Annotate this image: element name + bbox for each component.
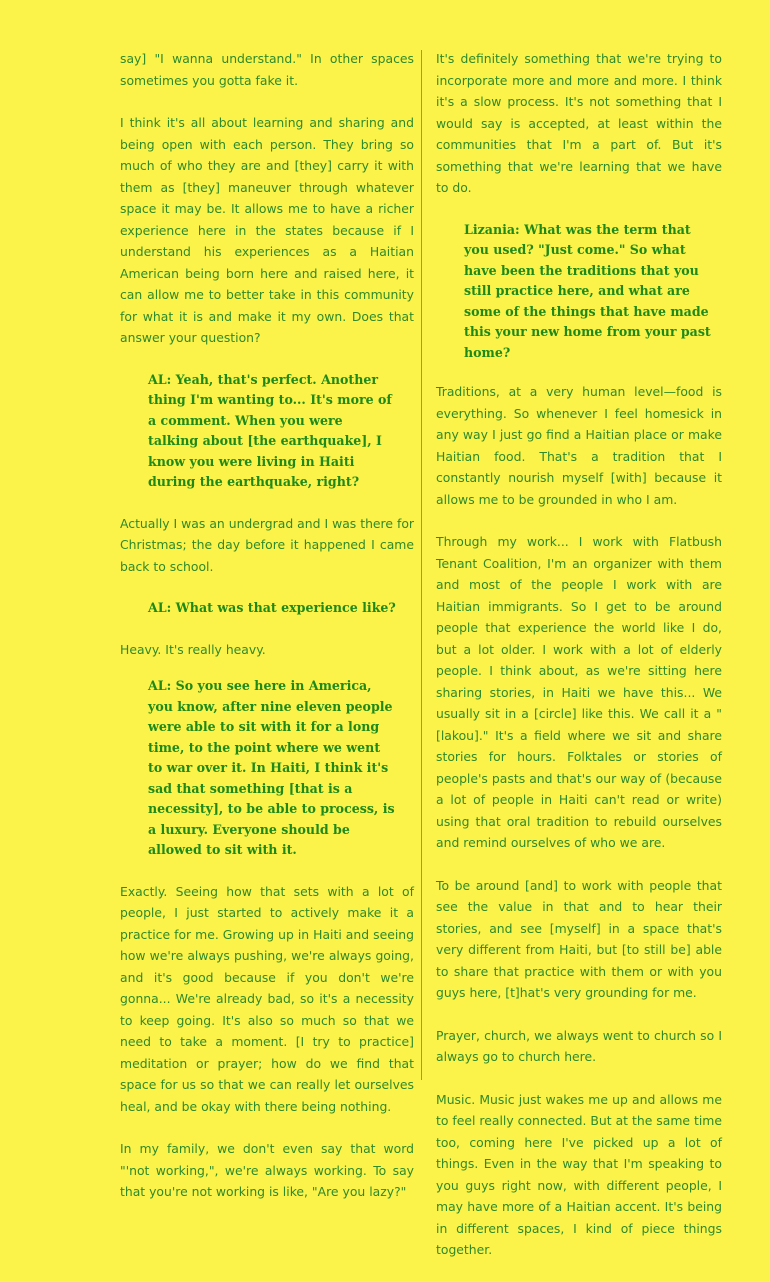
left-column — [120, 48, 414, 1224]
left-paragraph-4: Heavy. It's really heavy. — [120, 641, 266, 657]
right-paragraph-2: Traditions, at a very human level—food is everything. So whenever I feel homesick in any way I just go find a Haitian place or make Haitian food. That's a tradition that I constantly nourish myself [with] because it allows me to be grounded in who I am. — [436, 384, 722, 507]
right-column — [436, 48, 722, 1282]
interviewer-question-4: Lizania: What was the term that you used? "Just come." So what have been the traditions that you still practice here, and what are some of the things that have made this your new home from your past home? — [464, 221, 711, 360]
right-paragraph-3: Through my work... I work with Flatbush Tenant Coalition, I'm an organizer with them and most of the people I work with are Haitian immigrants. So I get to be around people that experience the world like I do, but a lot older. I work with a lot of elderly people. I think about, as we're sitting here sharing stories, in Haiti we have this... We usually sit in a [circle] like this. We call it a "[lakou]." It's a field where we sit and share stories for hours. Folktales or stories of people's pasts and that's our way of (because a lot of people in Haiti can't read or write) using that oral tradition to rebuild ourselves and remind ourselves of who we are. — [436, 534, 722, 850]
right-paragraph-6: Music. Music just wakes me up and allows me to feel really connected. But at the same time too, coming here I've picked up a lot of things. Even in the way that I'm speaking to you guys right now, with different people, I may have more of a Haitian accent. It's being in different spaces, I kind of piece things together. — [436, 1091, 722, 1257]
right-paragraph-1: It's definitely something that we're trying to incorporate more and more and more. I think it's a slow process. It's not something that I would say is accepted, at least within the communities that I'm a part of. But it's something that we're learning that we have to do. — [436, 51, 722, 195]
left-paragraph-2: I think it's all about learning and sharing and being open with each person. They bring so much of who they are and [they] carry it with them as [they] maneuver through whatever space it may be. It allows me to have a richer experience here in the states because if I understand his experiences as a Haitian American being born here and raised here, it can allow me to better take in this community for what it is and make it my own. Does that answer your question? — [120, 115, 414, 345]
interviewer-question-3: AL: So you see here in America, you know, after nine eleven people were able to sit with it for a long time, to the point where we went to war over it. In Haiti, I think it's sad that something [that is a necessity], to be able to process, is a luxury. Everyone should be allowed to sit with it. — [148, 678, 395, 857]
right-paragraph-4: To be around [and] to work with people that see the value in that and to hear their stories, and see [myself] in a space that's very different from Haiti, but [to still be] able to share that practice with them or with you guys here, [t]hat's very grounding for me. — [436, 877, 722, 1000]
left-paragraph-1: say] "I wanna understand." In other spaces sometimes you gotta fake it. — [120, 51, 414, 88]
column-divider — [421, 50, 422, 1080]
left-paragraph-6: In my family, we don't even say that word "'not working,", we're always working. To say that you're not working is like, "Are you lazy?" — [120, 1141, 414, 1199]
left-paragraph-5: Exactly. Seeing how that sets with a lot of people, I just started to actively make it a practice for me. Growing up in Haiti and seeing how we're always pushing, we're always going, and it's good because if you don't we're gonna... We're already bad, so it's a necessity to keep going. It's also so much so that we need to take a moment. [I try to practice] meditation or prayer; how do we find that space for us so that we can really let ourselves heal, and be okay with there being nothing. — [120, 883, 414, 1114]
left-paragraph-3: Actually I was an undergrad and I was there for Christmas; the day before it happened I came back to school. — [120, 515, 414, 574]
interviewer-question-2: AL: What was that experience like? — [148, 600, 396, 615]
interviewer-question-1: AL: Yeah, that's perfect. Another thing I'm wanting to... It's more of a comment. When you were talking about [the earthquake], I know you were living in Haiti during the earthquake, right? — [148, 371, 392, 489]
right-paragraph-5: Prayer, church, we always went to church so I always go to church here. — [436, 1027, 722, 1064]
